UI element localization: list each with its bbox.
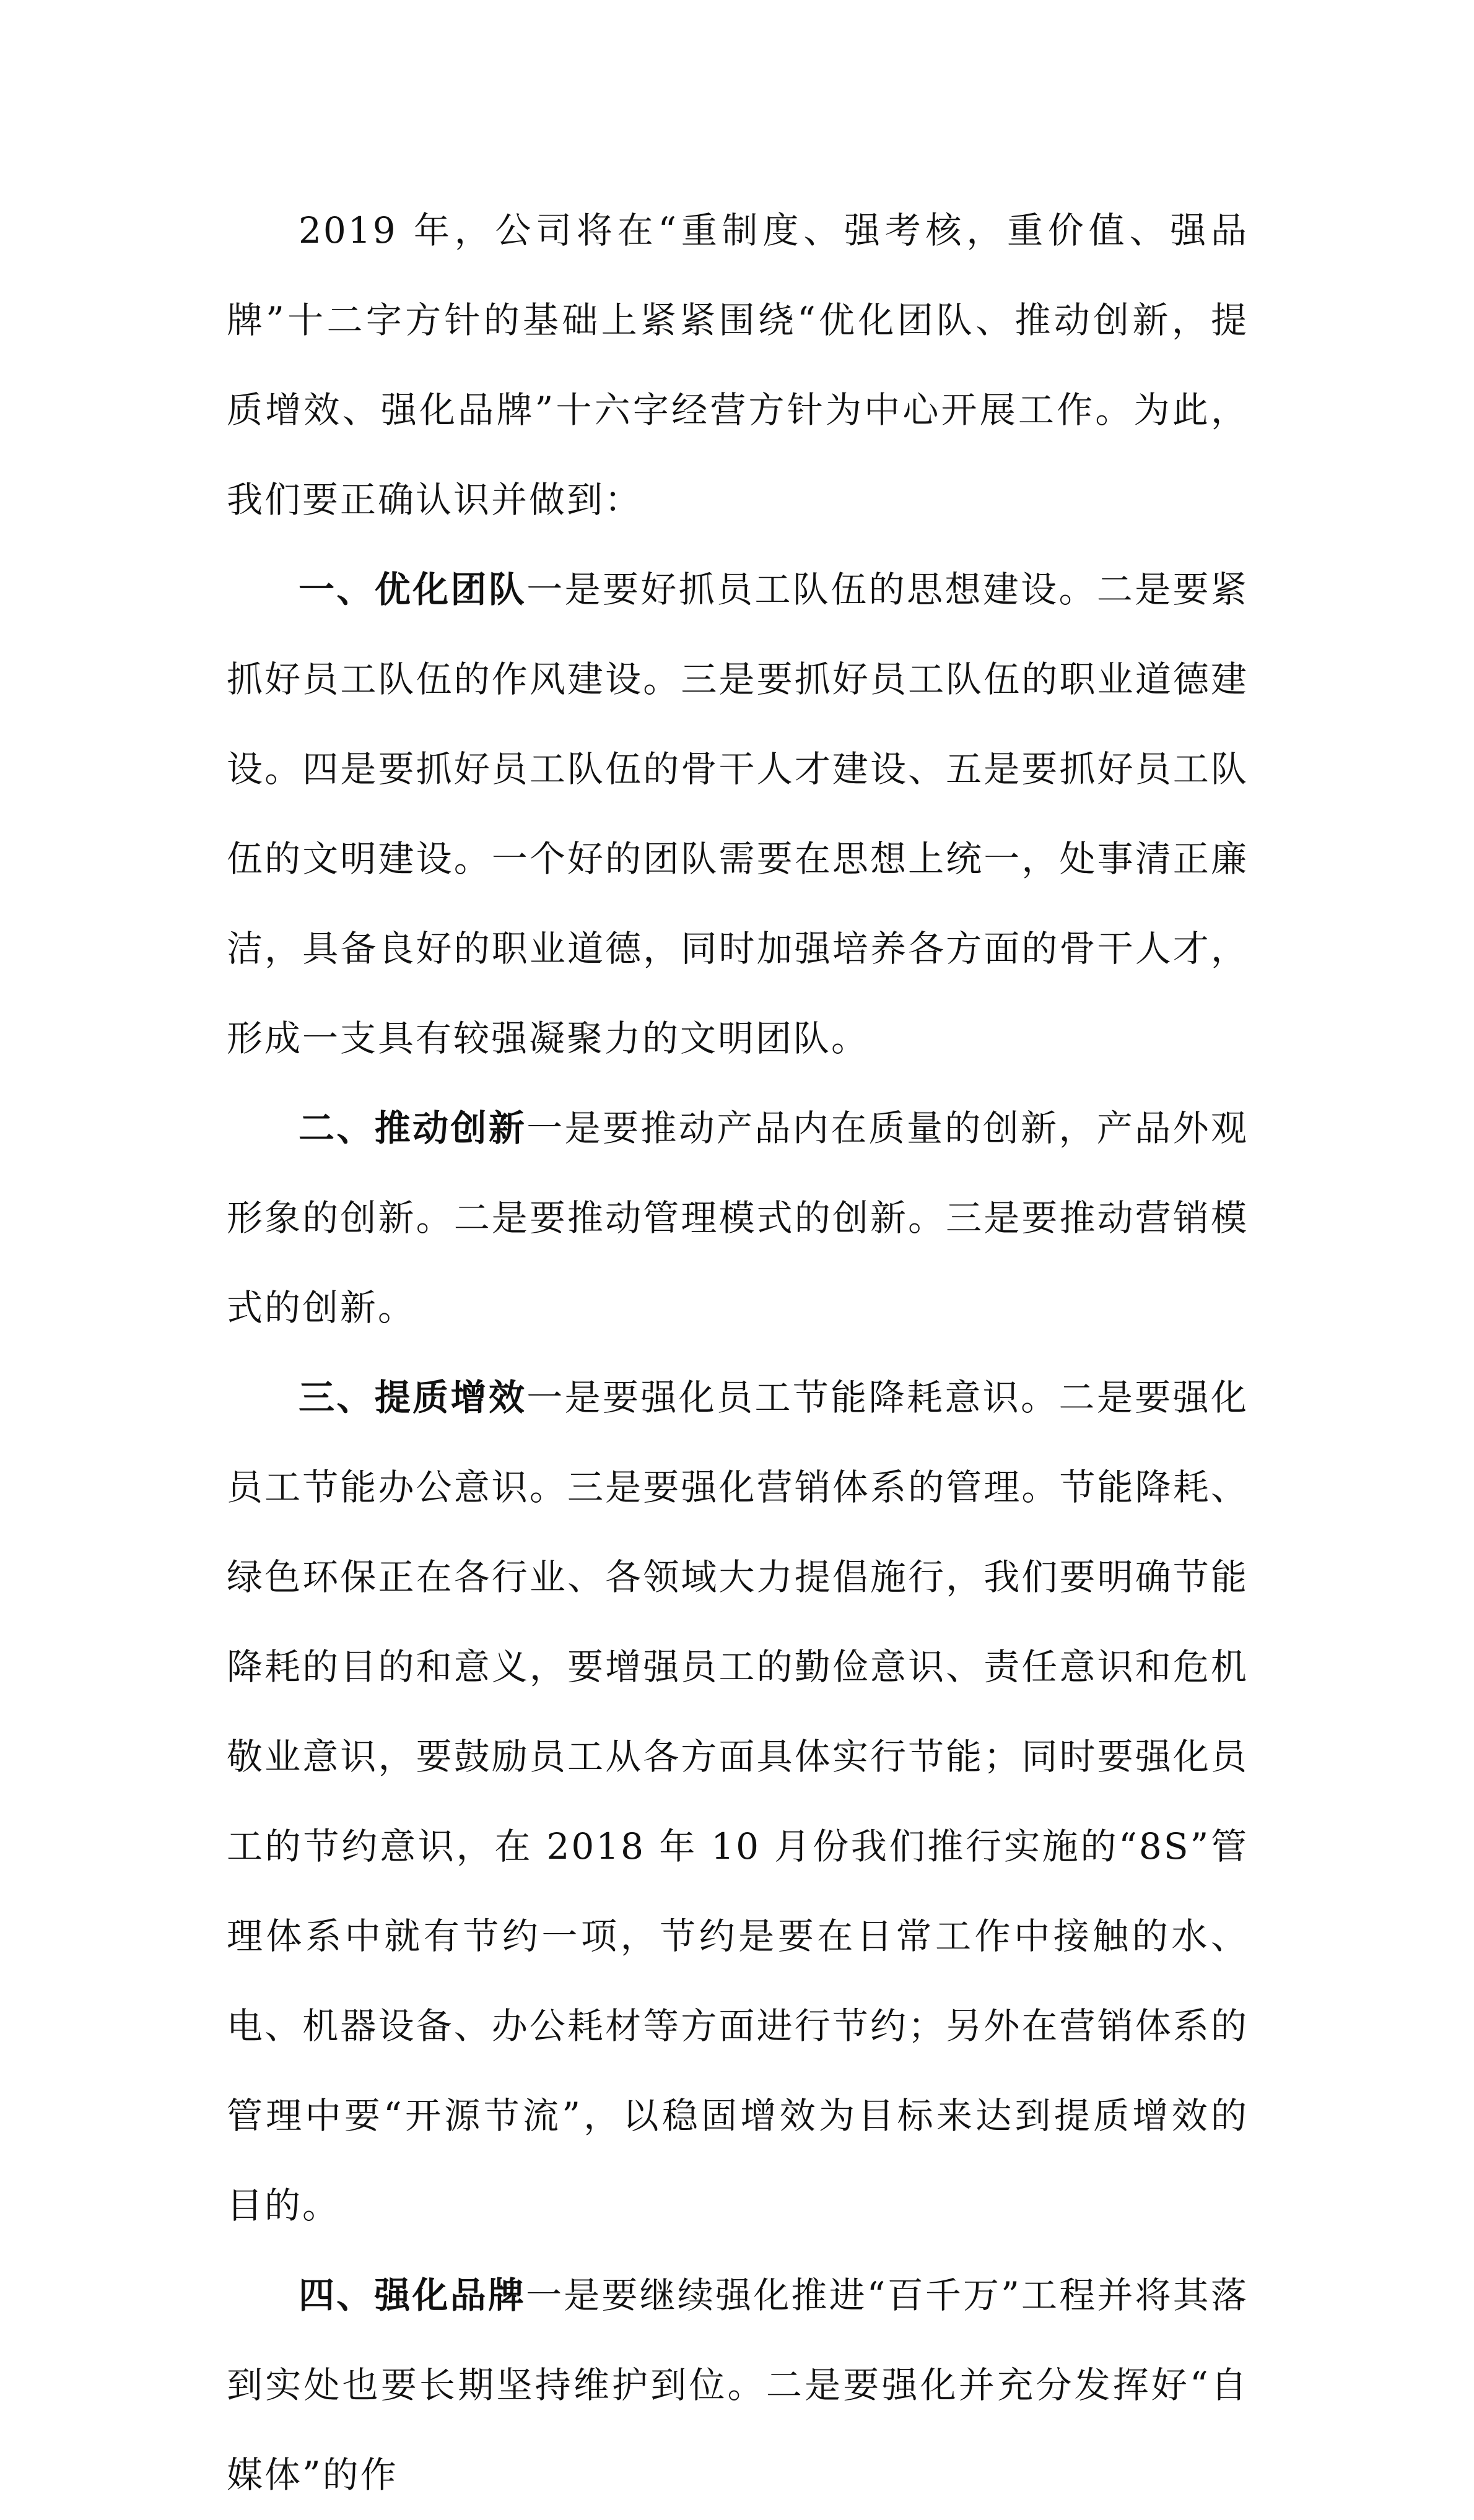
intro-paragraph: 2019 年，公司将在“重制度、强考核，重价值、强品牌”十二字方针的基础上紧紧围绕“优化团队、推动创新，提质增效、强化品牌”十六字经营方针为中心开展工作。为此，我们要正确认识并做到： — [227, 209, 1249, 521]
section-heading: 一、优化团队 — [299, 568, 527, 610]
section-optimize-team — [227, 545, 1249, 1084]
section-body: 一是要推动产品内在质量的创新，产品外观形象的创新。二是要推动管理模式的创新。三是要推动营销模式的创新。 — [227, 1107, 1249, 1329]
section-heading: 二、推动创新 — [299, 1107, 527, 1149]
section-heading: 三、提质增效 — [299, 1376, 527, 1419]
section-strengthen-brand — [227, 2251, 1249, 2520]
section-body: 一是要好抓员工队伍的思想建设。二是要紧抓好员工队伍的作风建设。三是要抓好员工队伍的职业道德建设。四是要抓好员工队伍的骨干人才建设、五是要抓好员工队伍的文明建设。一个好的团队需要在思想上统一，处事清正廉洁，具备良好的职业道德，同时加强培养各方面的骨干人才，形成一支具有较强凝聚力的文明团队。 — [227, 568, 1249, 1059]
section-improve-efficiency — [227, 1353, 1249, 2251]
document-body — [227, 186, 1249, 2520]
section-heading: 四、强化品牌 — [299, 2274, 526, 2316]
section-promote-innovation — [227, 1084, 1249, 1353]
section-body: 一是要继续强化推进“百千万”工程并将其落到实处也要长期坚持维护到位。二是要强化并充分发挥好“自媒体”的作 — [227, 2274, 1249, 2496]
section-body: 一是要强化员工节能降耗意识。二是要强化员工节能办公意识。三是要强化营销体系的管理。节能降耗、绿色环保正在各行业、各领域大力提倡施行，我们要明确节能降耗的目的和意义，要增强员工的勤俭意识、责任意识和危机敬业意识，要鼓励员工从各方面具体实行节能；同时要强化员工的节约意识，在 2018 年 10 月份我们推行实施的“8S”管理体系中就有节约一项，节约是要在日常工作中接触的水、电、机器设备、办公耗材等方面进行节约；另外在营销体系的管理中要“开源节流”，以稳固增效为目标来达到提质增效的目的。 — [227, 1376, 1249, 2227]
